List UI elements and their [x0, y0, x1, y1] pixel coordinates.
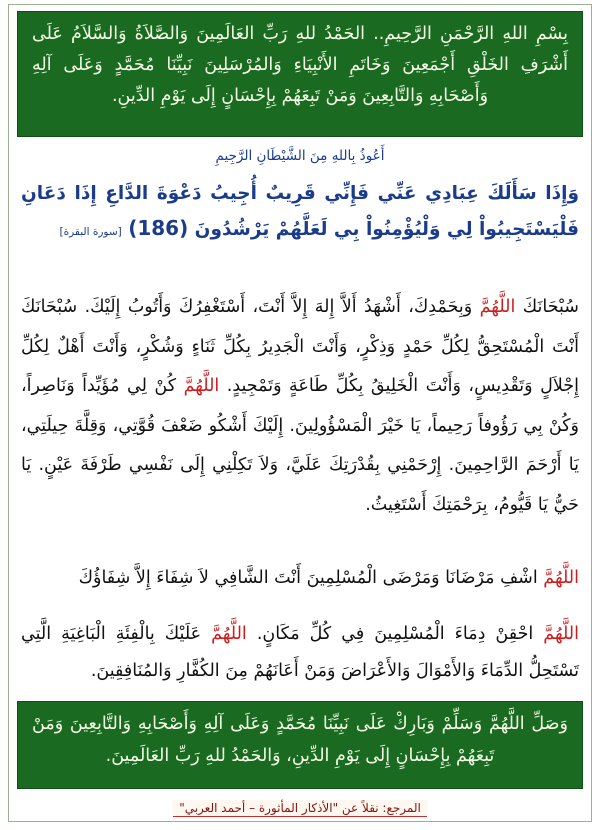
reference-line	[9, 797, 591, 816]
allahumma-word: اللَّهُمَّ	[543, 568, 579, 588]
protection-text-2: عَلَيْكَ بِالْفِئَةِ الْبَاغِيَةِ الَّتِي تَسْتَحِلُّ الدِّمَاءَ وَالأَمْوَالَ وَالأَعْرَاضَ وَمَنْ أَعَانَهُمْ مِنَ الكُفَّارِ وَالمُنَافِقِينَ.	[21, 624, 579, 681]
dua-part-3: كُنْ لِي مُؤَيِّداً وَنَاصِراً، وَكُنْ بِي رَؤُوفاً رَحِيماً، يَا خَيْرَ الْمَسْؤُولِينَ. إِلَيْكَ أَشْكُو ضَعْفَ قُوَّتِي، وَقِلَّةَ حِيلَتِي، يَا أَرْحَمَ الرَّاحِمِينَ. إِرْحَمْنِي بِقُدْرَتِكَ عَلَيَّ، وَلاَ تَكِلْنِي إِلَى نَفْسِي طَرْفَةَ عَيْنٍ. يَا حَيُّ يَا قَيُّومُ، بِرَحْمَتِكَ أَسْتَغِيثُ.	[21, 376, 579, 515]
quran-verse	[21, 177, 579, 249]
taawwudh-line	[9, 148, 591, 164]
verse-number: (186)	[128, 216, 189, 240]
document-page	[8, 4, 592, 822]
allahumma-word: اللَّهُمَّ	[479, 297, 516, 317]
verse-text: وَإِذَا سَأَلَكَ عِبَادِي عَنِّي فَإِنِّي قَرِيبٌ أُجِيبُ دَعْوَةَ الدَّاعِ إِذَا دَعَانِ فَلْيَسْتَجِيبُواْ لِي وَلْيُؤْمِنُواْ بِي لَعَلَّهُمْ يَرْشُدُونَ	[21, 183, 579, 240]
intro-box	[17, 11, 583, 137]
closing-box	[17, 701, 583, 789]
shifa-dua	[21, 561, 579, 595]
allahumma-word: اللَّهُمَّ	[211, 624, 247, 644]
dua-part-2: وَبِحَمْدِكَ، أَشْهَدُ أَلاَّ إِلهَ إِلاَّ أَنْتَ، أَسْتَغْفِرُكَ وَأَتُوبُ إِلَيْكَ. سُبْحَانَكَ أَنْتَ الْمُسْتَحِقُّ لِكُلِّ حَمْدٍ وَذِكْرٍ، وَأَنْتَ الْجَدِيرُ بِكُلِّ ثَنَاءٍ وَشُكْرٍ، وَأَنْتَ أَهْلٌ لِكُلِّ إِجْلاَلٍ وَتَقْدِيسٍ، وَأَنْتَ الْخَلِيقُ بِكُلِّ طَاعَةٍ وَتَمْجِيدٍ.	[21, 297, 579, 396]
taawwudh-text: أَعُوذُ بِاللهِ مِنَ الشَّيْطَانِ الرَّجِيمِ	[215, 148, 385, 164]
protection-text-1: احْقِنْ دِمَاءَ الْمُسْلِمِينَ فِي كُلِّ مَكَانٍ.	[256, 624, 534, 644]
intro-text: بِسْمِ اللهِ الرَّحْمَنِ الرَّحِيمِ.. الحَمْدُ للهِ رَبِّ العَالَمِينَ وَالصَّلاَةُ وَالسَّلاَمُ عَلَى أَشْرَفِ الخَلْقِ أَجْمَعِينَ وَخَاتَمِ الأَنْبِيَاءِ وَالمُرْسَلِينَ نَبِيِّنَا مُحَمَّدٍ وَعَلَى آلِهِ وَأَصْحَابِهِ وَالتَّابِعِينَ وَمَنْ تَبِعَهُمْ بِإِحْسَانٍ إِلَى يَوْمِ الدِّينِ.	[32, 24, 568, 106]
dua-part-1: سُبْحَانَكَ	[522, 297, 579, 317]
protection-dua	[21, 616, 579, 690]
allahumma-word: اللَّهُمَّ	[543, 624, 579, 644]
dua-paragraph	[21, 288, 579, 525]
allahumma-word: اللَّهُمَّ	[183, 376, 220, 396]
surah-reference: [سورة البقرة]	[59, 226, 122, 238]
closing-text: وَصَلِّ اللَّهُمَّ وَسَلِّمْ وَبَارِكْ عَلَى نَبِيِّنَا مُحَمَّدٍ وَعَلَى آلِهِ وَأَصْحَابِهِ وَالتَّابِعِينَ وَمَنْ تَبِعَهُمْ بِإِحْسَانٍ إِلَى يَوْمِ الدِّينِ، وَالحَمْدُ للهِ رَبِّ العَالَمِينَ.	[32, 714, 568, 766]
reference-text: المرجع: نقلاً عن "الأذكار المأثورة – أحمد العربي"	[173, 800, 427, 817]
shifa-text: اشْفِ مَرْضَانَا وَمَرْضَى الْمُسْلِمِينَ أَنْتَ الشَّافِي لاَ شِفَاءَ إِلاَّ شِفَاؤُكَ	[78, 568, 538, 588]
